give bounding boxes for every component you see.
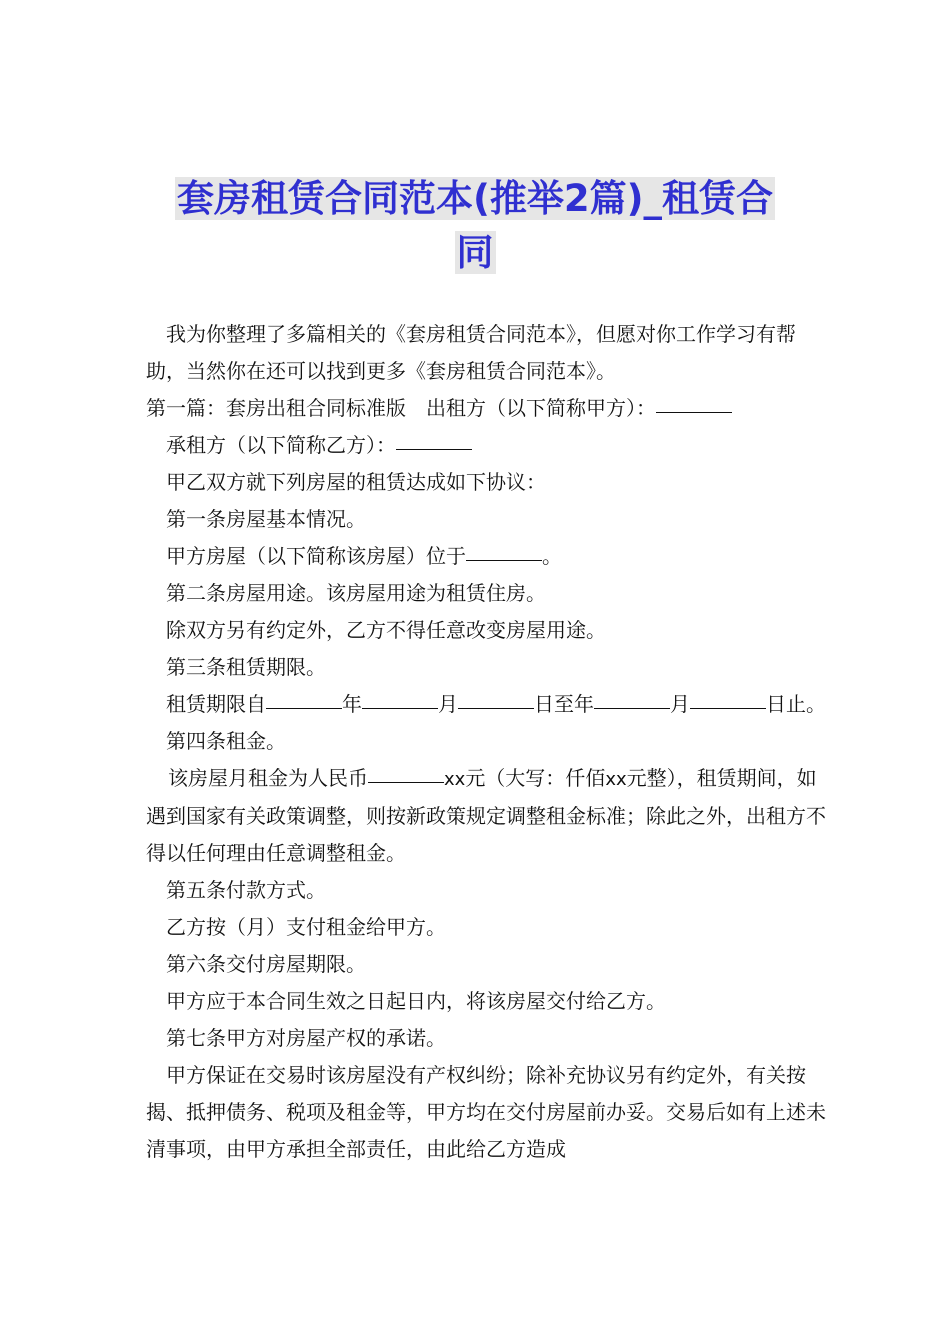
usage-rule: 除双方另有约定外，乙方不得任意改变房屋用途。: [166, 618, 606, 642]
rent-post: 元整），租赁期间，如遇到国家有关政策调整，则按新政策规定调整租金标准；除此之外，出租方不得以任何理由任意调整租金。: [146, 766, 826, 865]
title-line-1: 套房租赁合同范本(推举2篇)_租赁合: [176, 177, 774, 220]
term-month-2: 月: [670, 692, 690, 716]
term-blank-1: [266, 707, 342, 709]
term-end: 日止。: [766, 692, 826, 716]
lessee-line: [146, 427, 826, 464]
term-blank-2: [362, 707, 438, 709]
rent-blank: [368, 781, 444, 783]
lessee-label: 承租方（以下简称乙方）：: [166, 433, 396, 457]
agreement-line: 甲乙双方就下列房屋的租赁达成如下协议：: [166, 470, 546, 494]
term-year: 年: [342, 692, 362, 716]
document-body: [146, 316, 826, 1168]
delivery-line: 甲方应于本合同生效之日起日内，将该房屋交付给乙方。: [166, 989, 666, 1013]
rent-mid: 元（大写：仟佰: [465, 766, 606, 790]
rent-xx-1: xx: [444, 769, 466, 790]
payment-line: 乙方按（月）支付租金给甲方。: [166, 915, 446, 939]
article-3-heading: 第三条租赁期限。: [166, 655, 326, 679]
location-line: [146, 538, 826, 575]
term-blank-5: [690, 707, 766, 709]
location-pre: 甲方房屋（以下简称该房屋）位于: [166, 544, 466, 568]
part1-lessor-line: [146, 390, 826, 427]
lessee-blank: [396, 448, 472, 450]
part1-label: 第一篇：套房出租合同标准版 出租方（以下简称甲方）：: [146, 396, 656, 420]
article-7-heading: 第七条甲方对房屋产权的承诺。: [166, 1026, 446, 1050]
term-pre: 租赁期限自: [166, 692, 266, 716]
term-blank-4: [594, 707, 670, 709]
term-blank-3: [458, 707, 534, 709]
title-line-2: 同: [456, 231, 494, 274]
article-5-heading: 第五条付款方式。: [166, 878, 326, 902]
article-2-heading: 第二条房屋用途。该房屋用途为租赁住房。: [166, 581, 546, 605]
article-4-heading: 第四条租金。: [166, 729, 286, 753]
rent-xx-2: xx: [605, 769, 627, 790]
intro-paragraph: 我为你整理了多篇相关的《套房租赁合同范本》，但愿对你工作学习有帮助，当然你在还可以找到更多《套房租赁合同范本》。: [146, 322, 796, 383]
term-month: 月: [438, 692, 458, 716]
article-1-heading: 第一条房屋基本情况。: [166, 507, 366, 531]
lessor-blank: [656, 411, 732, 413]
document-title: [150, 172, 800, 280]
rent-paragraph: [146, 760, 826, 872]
location-post: 。: [542, 544, 562, 568]
warranty-paragraph: 甲方保证在交易时该房屋没有产权纠纷；除补充协议另有约定外，有关按揭、抵押债务、税项及租金等，甲方均在交付房屋前办妥。交易后如有上述未清事项，由甲方承担全部责任，由此给乙方造成: [146, 1063, 826, 1161]
rent-pre: 该房屋月租金为人民币: [168, 766, 368, 790]
term-day-to-year: 日至年: [534, 692, 594, 716]
article-6-heading: 第六条交付房屋期限。: [166, 952, 366, 976]
location-blank: [466, 559, 542, 561]
term-line: [146, 686, 826, 723]
